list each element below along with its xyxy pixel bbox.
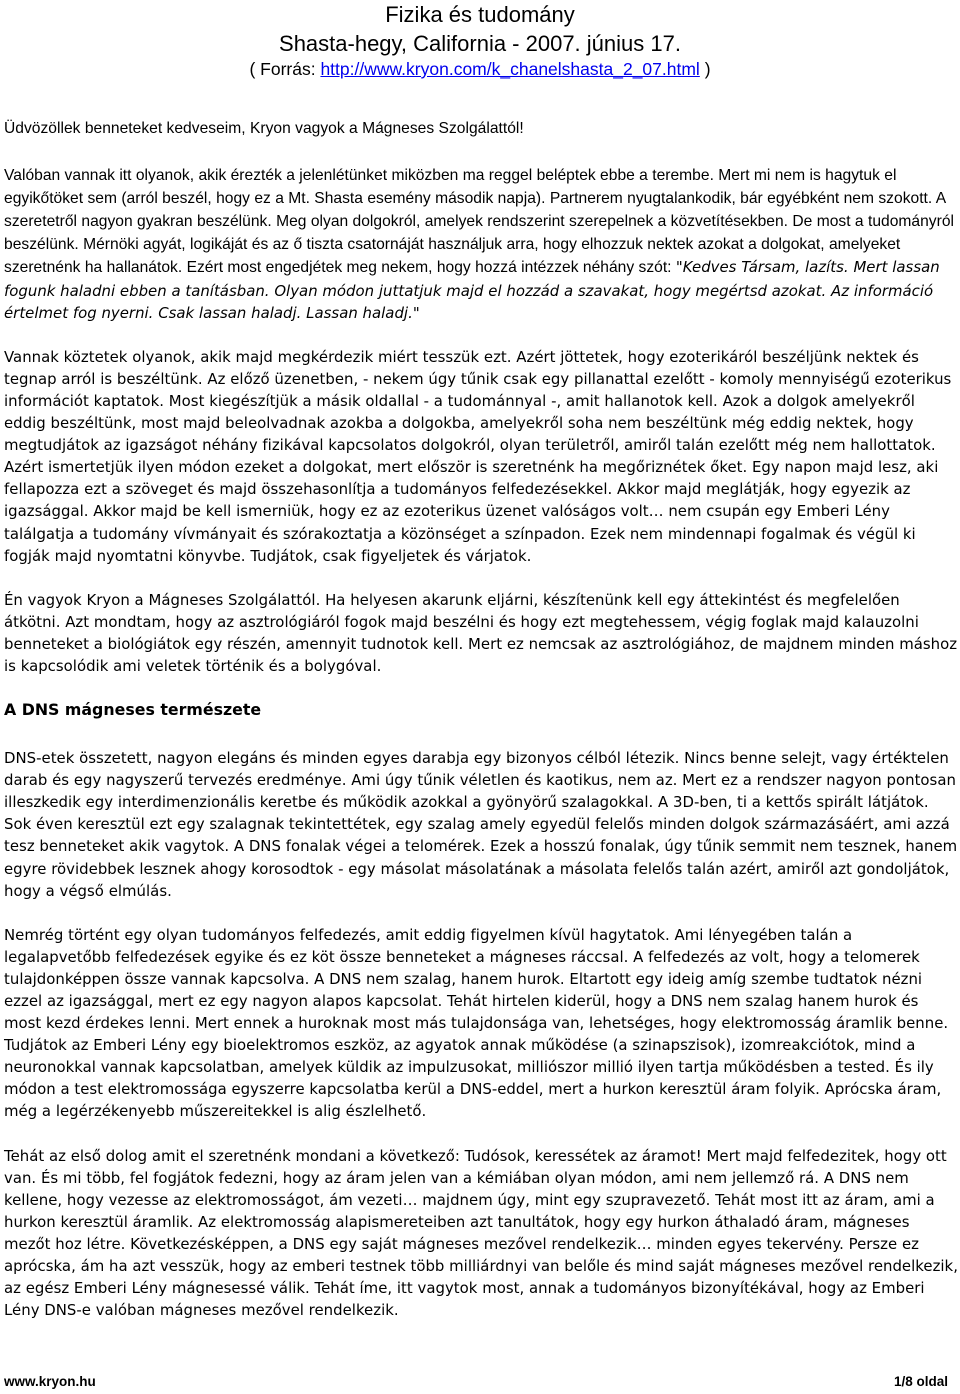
source-link[interactable]: http://www.kryon.com/k_chanelshasta_2_07.html: [320, 59, 700, 79]
document-body: [4, 118, 958, 1343]
section-heading: A DNS mágneses természete: [4, 700, 262, 720]
intro-paragraph: [4, 164, 958, 324]
greeting-paragraph: Üdvözöllek benneteket kedveseim, Kryon vagyok a Mágneses Szolgálattól!: [4, 120, 524, 137]
intro-quote: "Kedves Társam, lazíts. Mert lassan fogunk haladni ebben a tanításban. Olyan módon juttatjuk majd el hozzád a szavakat, hogy megértsd azokat. Az információ értelmet fog nyerni. Csak lassan haladj. Lassan haladj.": [4, 258, 940, 322]
source-line: [0, 58, 960, 81]
document-title: Fizika és tudomány: [385, 2, 575, 27]
document-subtitle: Shasta-hegy, California - 2007. június 17.: [279, 31, 681, 56]
intro-text: Valóban vannak itt olyanok, akik érezték a jelenlétünket miközben ma reggel beléptek ebbe a terembe. Mert mi nem is hagytuk el egyikőtöket sem (arról beszél, hogy ez a Mt. Shasta esemény második napja). Partnerem nyugtalankodik, bár egyébként nem szokott. A szeretetről nagyon gyakran beszélünk. Meg olyan dolgokról, amelyek rendszerint szerepelnek a közvetítésekben. De most a tudományról beszélünk. Mérnöki agyát, logikáját és az ő tiszta csatornáját használjuk arra, hogy elhozzuk nektek azokat a dolgokat, amelyeket szeretnénk ha hallanátok. Ezért most engedjétek meg nekem, hogy hozzá intézzek néhány szót:: [4, 167, 955, 277]
title-block: [0, 0, 960, 81]
footer-site: www.kryon.hu: [4, 1374, 96, 1389]
footer-page-number: 1/8 oldal: [893, 1374, 948, 1389]
body-paragraph: DNS-etek összetett, nagyon elegáns és minden egyes darabja egy bizonyos célból létezik. Nincs benne selejt, vagy értéktelen darab és egy nagyszerű tervezés eredménye. Ami úgy tűnik véletlen és kaotikus, nem az. Mert ez a rendszer nagyon pontosan illeszkedik egy interdimenzionális keretbe és működik azokkal a gyönyörű szalagokkal. A 3D-ben, ti a kettős spirált látjátok. Sok éven keresztül ezt egy szalagnak tekintettétek, egy szalag amely egyedül felelős minden dolgok származásáért, ami azzá tesz benneteket akik vagytok. A DNS fonalak végei a telomérek. Ezek a hosszú fonalak, úgy tűnik semmit nem tesznek, hanem egyre rövidebbek lesznek ahogy korosodtok - egy másolat másolatának a másolata felelős talán azért, amiről azt gondoljátok, hogy a végső elmúlás.: [4, 749, 958, 900]
source-suffix: ): [699, 59, 711, 79]
page-footer: [0, 1374, 960, 1394]
body-paragraph: Vannak köztetek olyanok, akik majd megkérdezik miért tesszük ezt. Azért jöttetek, hogy ezoterikáról beszéljünk nektek és tegnap arról is beszéltünk. Az előző üzenetben, - nekem úgy tűnik csak egy pillanattal ezelőtt - komoly mennyiségű ezoterikus információt kaptatok. Most kiegészítjük a másik oldallal - a tudománnyal -, amit hallanotok kell. Azok a dolgok amelyekről eddig beszéltünk, most majd beleolvadnak azokba a dolgokba, amelyekről soha nem beszéltünk még eddig nektek, hogy megtudjátok az igazságot néhány fizikával kapcsolatos dolgokról, olyan területről, amiről talán ezelőtt még nem hallottatok. Azért ismertetjük ilyen módon ezeket a dolgokat, mert először is szeretnénk ha megőriznétek őket. Egy napon majd lesz, aki fellapozza ezt a szöveget és majd összehasonlítja a tudományos felfedezésekkel. Akkor majd meglátják, hogy egyezik az igazsággal. Akkor majd be kell ismerniük, hogy ez az ezoterikus üzenet valóságos volt… nem csupán egy Emberi Lény találgatja a tudomány vívmányait és szórakoztatja a közönséget a színpadon. Ezek nem mindennapi fogalmak és végül ki fogják majd nyomtatni könyvbe. Tudjátok, csak figyeljetek és várjatok.: [4, 347, 952, 565]
source-prefix: ( Forrás:: [249, 59, 321, 79]
body-paragraph: Én vagyok Kryon a Mágneses Szolgálattól. Ha helyesen akarunk eljárni, készítenünk kell egy áttekintést és megfelelően átkötni. Azt mondtam, hogy az asztrológiáról fogok majd beszélni és hogy ezt megtehessem, végig foglak majd kalauzolni benneteket a biológiátok egy részén, amennyit tudnotok kell. Mert ez nemcsak az asztrológiához, de majdnem minden máshoz is kapcsolódik ami veletek történik és a bolygóval.: [4, 590, 958, 675]
body-paragraph: Tehát az első dolog amit el szeretnénk mondani a következő: Tudósok, keressétek az áramot! Mert majd felfedezitek, hogy ott van. És mi több, fel fogjátok fedezni, hogy az áram jelen van a kémiában olyan módon, ami nem jellemző rá. A DNS nem kellene, hogy vezesse az elektromosságot, ám vezeti… majdnem úgy, mint egy szupravezető. Tehát most itt az áram, ami a hurkon keresztül áramlik. Az elektromosság alapismereteiben azt tanultátok, hogy egy hurkon áthaladó áram, mágneses mezőt hoz létre. Következésképpen, a DNS egy saját mágneses mezővel rendelkezik… minden egyes tekervény. Persze ez aprócska, ám ha azt vesszük, hogy az emberi testnek több milliárdnyi van belőle és mind saját mágneses mezővel rendelkezik, az egész Emberi Lény mágnesessé válik. Tehát íme, itt vagytok most, annak a tudományos bizonyítékával, hogy az Emberi Lény DNS-e valóban mágneses mezővel rendelkezik.: [4, 1146, 958, 1320]
body-paragraph: Nemrég történt egy olyan tudományos felfedezés, amit eddig figyelmen kívül hagytatok. Ami lényegében talán a legalapvetőbb felfedezések egyike és ez köt össze benneteket a mágneses ráccsal. A felfedezés az volt, hogy a telomerek tulajdonképpen össze vannak kapcsolva. A DNS nem szalag, hanem hurok. Eltartott egy ideig amíg szembe tudtatok nézni ezzel az igazsággal, mert ez egy nagyon alapos kapcsolat. Tehát hirtelen kiderül, hogy a DNS nem szalag hanem hurok és most kezd érdekes lenni. Mert ennek a huroknak most más tulajdonsága van, lehetséges, hogy elektromosság áramlik benne. Tudjátok az Emberi Lény egy bioelektromos eszköz, az agyatok annak működése (a szinapszisok), izomreakciótok, mind a neuronokkal vannak kapcsolatban, amelyek küldik az impulzusokat, milliószor millió ilyen tartja működésben a tested. És ily módon a test elektromossága egyszerre kapcsolatba kerül a DNS-eddel, mert a hurkon keresztül áram folyik. Aprócska áram, még a legérzékenyebb műszereitekkel is alig észlelhető.: [4, 925, 949, 1121]
